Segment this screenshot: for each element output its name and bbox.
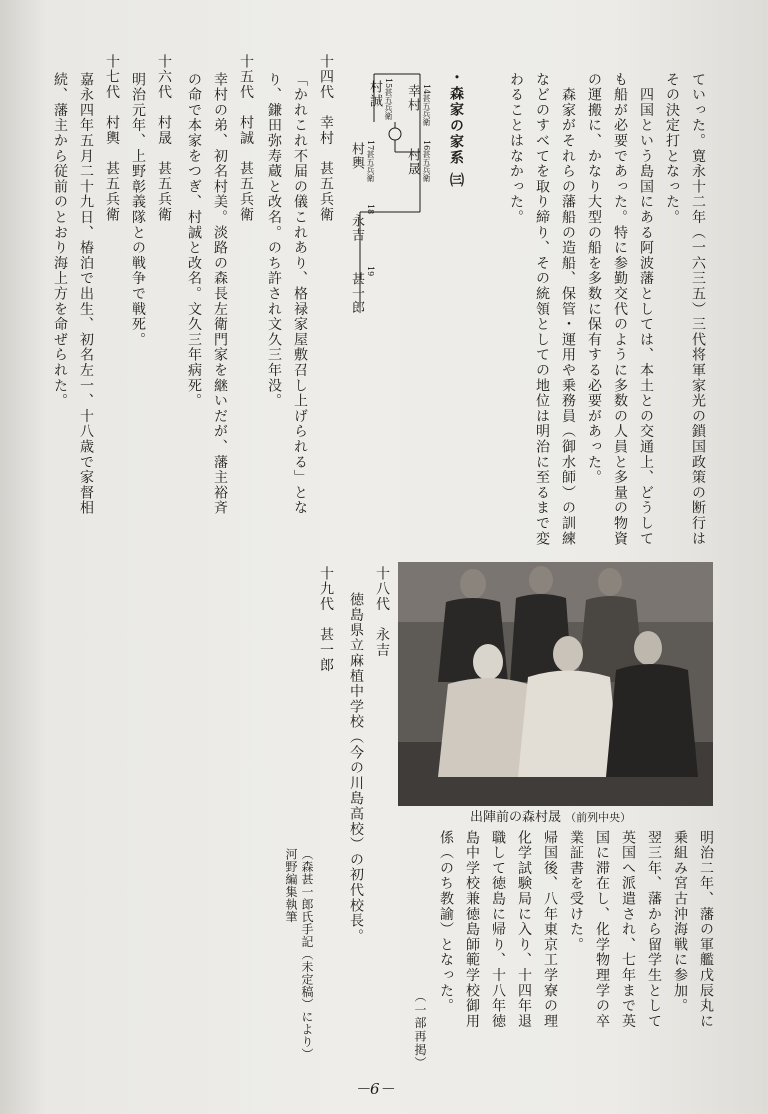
right-bottom-line-5: 国に滞在し、化学物理学の卒 — [594, 830, 610, 1029]
gen17-text-2: 続、藩主から従前のとおり海上方を命ぜられた。 — [52, 72, 68, 409]
right-bottom-line-2: 乗組み宮古沖海戦に参加。 — [672, 830, 688, 1014]
gen17-text-1: 嘉永四年五月二十九日、椿泊で出生、初名左一、十八歳で家督相 — [78, 72, 94, 516]
main-text-line-7: などのすべてを取り締り、その統領としての地位は明治に至るまで変 — [534, 72, 550, 547]
source-note-line-1: （森甚一郎氏手記（未定稿）により） — [300, 848, 314, 1061]
section-heading: ・森家の家系 ㈢ — [448, 70, 464, 189]
photo-morimura-sei — [398, 562, 713, 806]
right-bottom-line-6: 業証書を受けた。 — [568, 830, 584, 953]
gen18-heading: 十八代 永吉 — [374, 566, 390, 658]
tree-node-eikichi: 永吉 — [349, 214, 364, 243]
photo-caption — [470, 806, 631, 825]
tree-num-15: 15甚五兵衛 — [384, 78, 393, 121]
gen15-text-2: の命で本家をつぎ、村誠と改名。文久三年病死。 — [186, 72, 202, 409]
main-text-line-8: わることはなかった。 — [508, 72, 524, 225]
right-bottom-line-11: 係（のち教諭）となった。 — [438, 830, 454, 1014]
gen14-text-1: 「かれこれ不届の儀これあり、格禄家屋敷召し上げられる」とな — [292, 72, 308, 516]
tree-num-14: 14甚五兵衛 — [422, 84, 431, 127]
right-bottom-line-10: 島中学校兼徳島師範学校御用 — [464, 830, 480, 1029]
gen14-text-2: り、鎌田弥寿蔵と改名。のち許され文久三年没。 — [266, 72, 282, 409]
right-bottom-line-1: 明治二年、藩の軍艦戊辰丸に — [698, 830, 714, 1029]
tree-node-koumura: 幸村 — [405, 84, 420, 113]
main-text-line-4: も船が必要であった。特に参勤交代のように多数の人員と多量の物資 — [612, 72, 628, 547]
tree-num-18: 18 — [366, 204, 375, 215]
photo-caption-main: 出陣前の森村晟 — [470, 810, 562, 825]
gen19-heading: 十九代 甚一郎 — [318, 566, 334, 674]
tree-node-murasei: 村晟 — [405, 148, 420, 177]
gen18-text-1: 徳島県立麻植中学校（今の川島高校）の初代校長。 — [348, 592, 364, 944]
gen16-text-1: 明治元年、上野彰義隊との戦争で戦死。 — [130, 72, 146, 348]
gen15-text-1: 幸村の弟、初名村美。淡路の森長左衛門家を継いだが、藩主裕斉 — [212, 72, 228, 516]
tree-num-19: 19 — [366, 266, 375, 277]
right-bottom-line-8: 化学試験局に入り、十四年退 — [516, 830, 532, 1029]
main-text-line-1: ていった。寛永十二年（一六三五）三代将軍家光の鎖国政策の断行は — [690, 72, 706, 547]
main-text-line-6: 森家がそれらの藩船の造船、保管・運用や乗務員（御水師）の訓練 — [560, 72, 576, 547]
right-bottom-line-4: 英国へ派遣され、七年まで英 — [620, 830, 636, 1029]
tree-num-17: 17甚五兵衛 — [366, 140, 375, 183]
tree-node-murasei-2: 村誠 — [367, 80, 382, 109]
page-number: －6－ — [355, 1080, 395, 1098]
gen14-heading: 十四代 幸村 甚五兵衛 — [318, 54, 334, 223]
photo-figures — [398, 562, 713, 806]
right-bottom-line-3: 翌三年、藩から留学生として — [646, 830, 662, 1029]
right-bottom-note: （一部再掲） — [413, 990, 427, 1070]
right-bottom-line-7: 帰国後、八年東京工学寮の理 — [542, 830, 558, 1029]
main-text-line-5: の運搬に、かなり大型の船を多数に保有する必要があった。 — [586, 72, 602, 486]
main-text-line-3: 四国という島国にある阿波藩としては、本土との交通上、どうして — [638, 72, 654, 547]
gen16-heading: 十六代 村晟 甚五兵衛 — [156, 54, 172, 223]
right-bottom-line-9: 職して徳島に帰り、十八年徳 — [490, 830, 506, 1029]
tree-node-murayo: 村輿 — [349, 142, 364, 171]
source-note-line-2: 河野編集執筆 — [284, 848, 298, 923]
main-text-line-2: その決定打となった。 — [664, 72, 680, 225]
gen15-heading: 十五代 村誠 甚五兵衛 — [238, 54, 254, 223]
photo-caption-sub: （前列中央） — [565, 811, 632, 824]
gen17-heading: 十七代 村輿 甚五兵衛 — [104, 54, 120, 223]
tree-node-jinichiro: 甚一郎 — [349, 272, 364, 315]
tree-num-16: 16甚五兵衛 — [422, 140, 431, 183]
